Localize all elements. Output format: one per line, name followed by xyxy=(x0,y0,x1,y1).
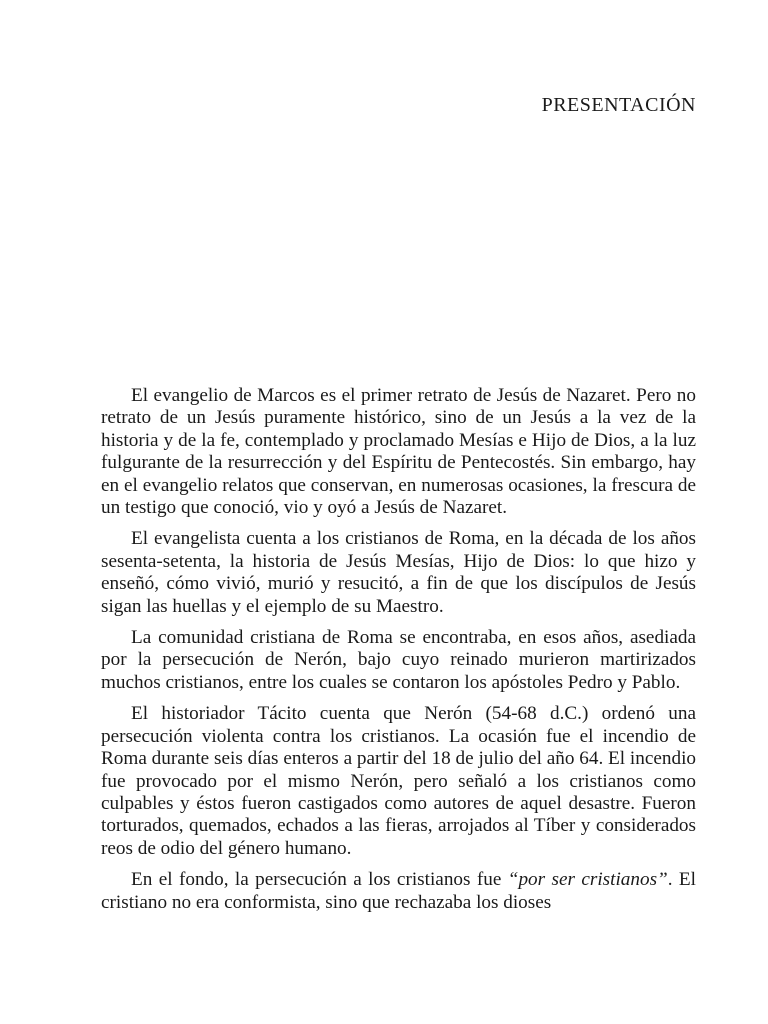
paragraph-text: En el fondo, la persecución a los cristianos fue xyxy=(131,869,508,891)
body-text xyxy=(101,385,696,923)
paragraph: La comunidad cristiana de Roma se encontraba, en esos años, asediada por la persecución de Nerón, bajo cuyo reinado murieron martirizados muchos cristianos, entre los cuales se contaron los apóstoles Pedro y Pablo. xyxy=(101,627,696,693)
paragraph: El evangelio de Marcos es el primer retrato de Jesús de Nazaret. Pero no retrato de un Jesús puramente histórico, sino de un Jesús a la vez de la historia y de la fe, contemplado y proclamado Mesías e Hijo de Dios, a la luz fulgurante de la resurrección y del Espíritu de Pentecostés. Sin embargo, hay en el evangelio relatos que conservan, en numerosas ocasiones, la frescura de un testigo que conoció, vio y oyó a Jesús de Nazaret. xyxy=(101,385,696,519)
paragraph: El historiador Tácito cuenta que Nerón (54-68 d.C.) ordenó una persecución violenta contra los cristianos. La ocasión fue el incendio de Roma durante seis días enteros a partir del 18 de julio del año 64. El incendio fue provocado por el mismo Nerón, pero señaló a los cristianos como culpables y éstos fueron castigados como autores de aquel desastre. Fueron torturados, quemados, echados a las fieras, arrojados al Tíber y considerados reos de odio del género humano. xyxy=(101,703,696,859)
emphasized-quote: “por ser cristianos” xyxy=(507,869,668,891)
paragraph: El evangelista cuenta a los cristianos de Roma, en la década de los años sesenta-setenta, la historia de Jesús Mesías, Hijo de Dios: lo que hizo y enseñó, cómo vivió, murió y resucitó, a fin de que los discípulos de Jesús sigan las huellas y el ejemplo de su Maestro. xyxy=(101,528,696,617)
paragraph-text: . El cristiano no era conformista, sino que rechazaba los dioses xyxy=(101,869,696,913)
paragraph xyxy=(101,869,696,914)
page-title: PRESENTACIÓN xyxy=(541,94,696,116)
